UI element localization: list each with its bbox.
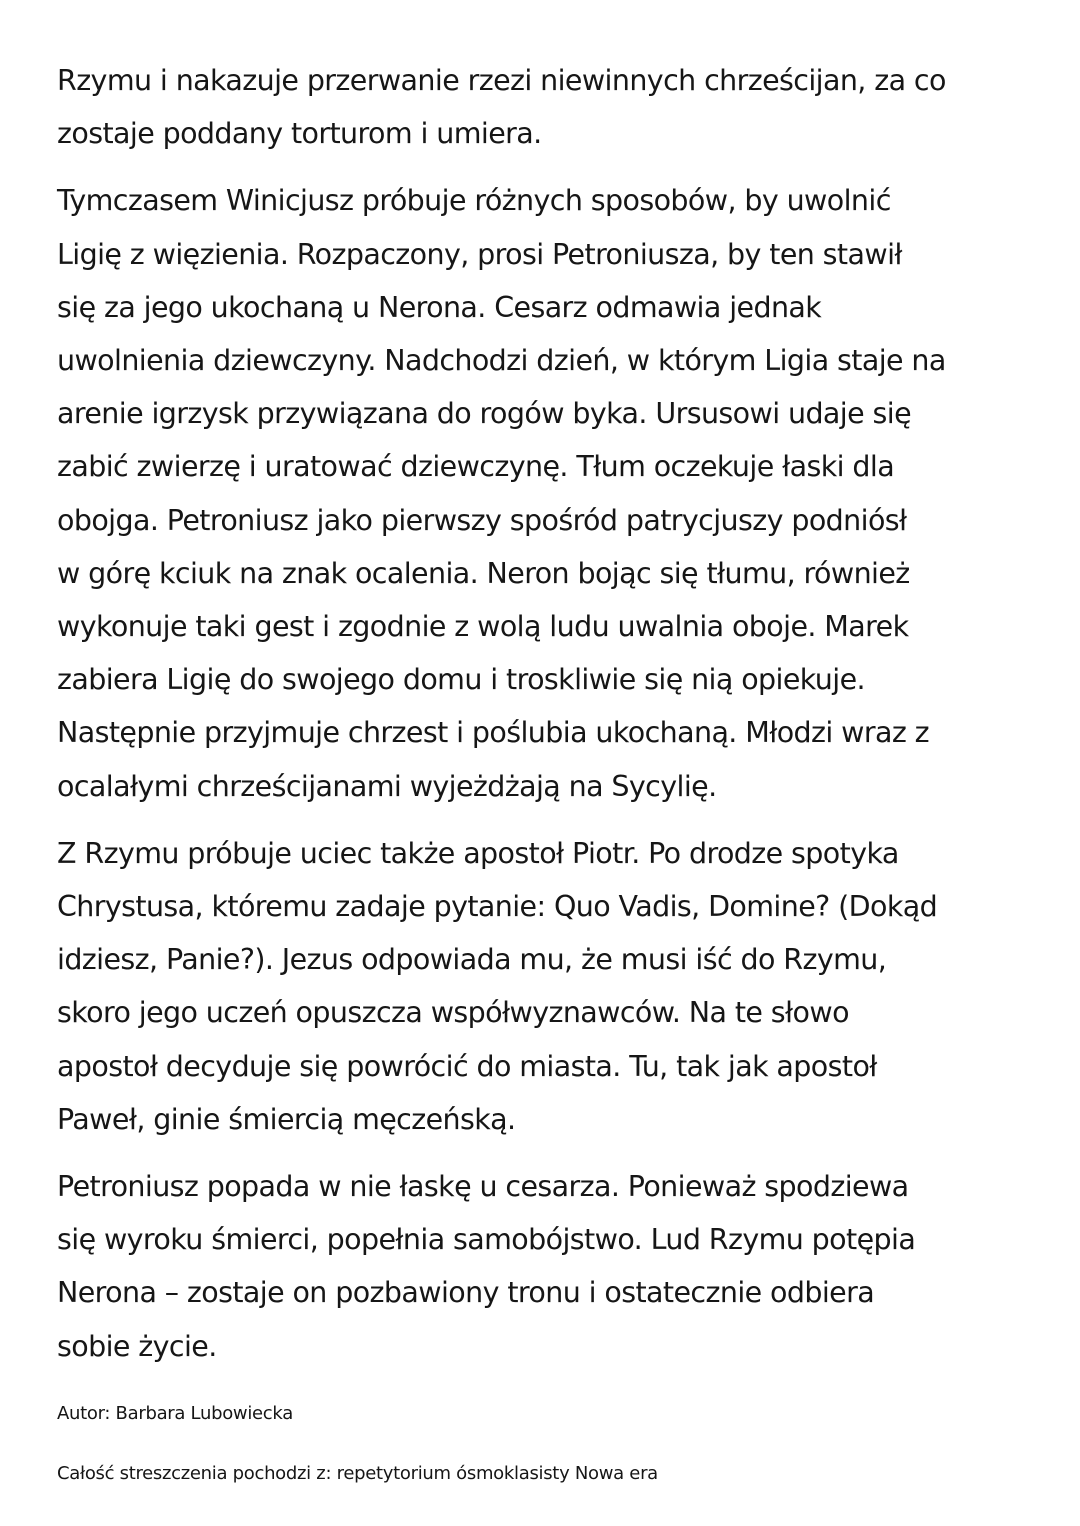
paragraph-2: Tymczasem Winicjusz próbuje różnych sposobów, by uwolnić Ligię z więzienia. Rozpaczony, prosi Petroniusza, by ten stawił się za jego ukochaną u Nerona. Cesarz odmawia jednak uwolnienia dziewczyny. Nadchodzi dzień, w którym Ligia staje na arenie igrzysk przywiązana do rogów byka. Ursusowi udaje się zabić zwierzę i uratować dziewczynę. Tłum oczekuje łaski dla obojga. Petroniusz jako pierwszy spośród patrycjuszy podniósł w górę kciuk na znak ocalenia. Neron bojąc się tłumu, również wykonuje taki gest i zgodnie z wolą ludu uwalnia oboje. Marek zabiera Ligię do swojego domu i troskliwie się nią opiekuje. Następnie przyjmuje chrzest i poślubia ukochaną. Młodzi wraz z ocalałymi chrześcijanami wyjeżdżają na Sycylię. <box>57 184 946 803</box>
document-page <box>57 54 1037 1373</box>
paragraph-4: Petroniusz popada w nie łaskę u cesarza. Ponieważ spodziewa się wyroku śmierci, popełnia samobójstwo. Lud Rzymu potępia Nerona – zostaje on pozbawiony tronu i ostatecznie odbiera sobie życie. <box>57 1170 916 1363</box>
paragraph-3: Z Rzymu próbuje uciec także apostoł Piotr. Po drodze spotyka Chrystusa, któremu zadaje pytanie: Quo Vadis, Domine? (Dokąd idziesz, Panie?). Jezus odpowiada mu, że musi iść do Rzymu, skoro jego uczeń opuszcza współwyznawców. Na te słowo apostoł decyduje się powrócić do miasta. Tu, tak jak apostoł Paweł, ginie śmiercią męczeńską. <box>57 836 938 1136</box>
source-note: Całość streszczenia pochodzi z: repetytorium ósmoklasisty Nowa era <box>57 1463 658 1484</box>
paragraph-1: Rzymu i nakazuje przerwanie rzezi niewinnych chrześcijan, za co zostaje poddany torturom i umiera. <box>57 64 946 151</box>
author-credit: Autor: Barbara Lubowiecka <box>57 1403 293 1424</box>
